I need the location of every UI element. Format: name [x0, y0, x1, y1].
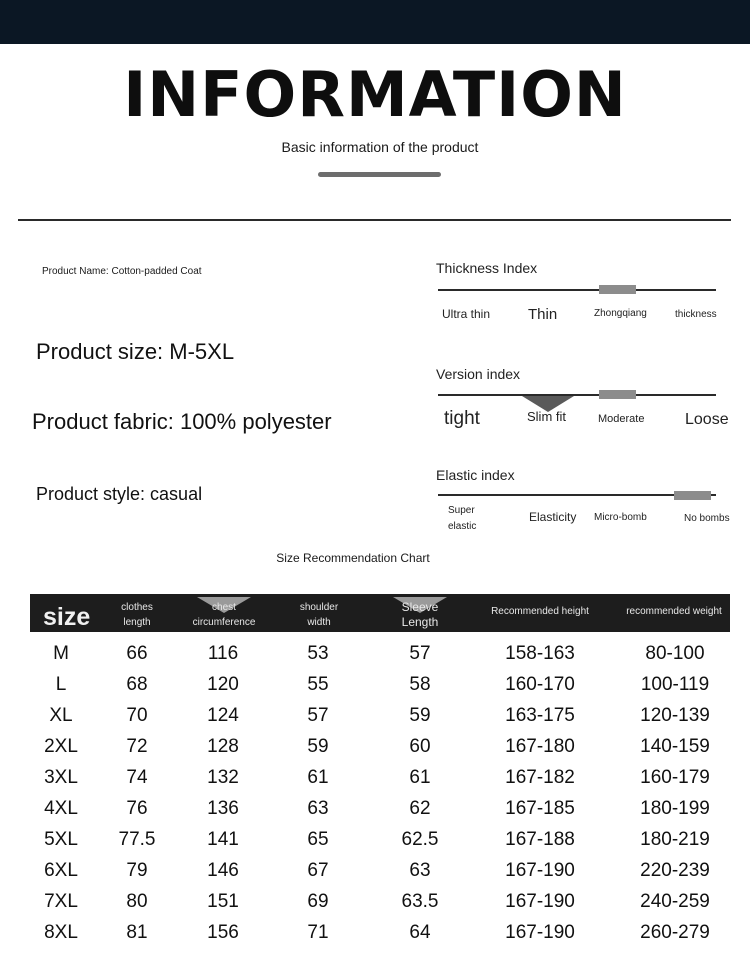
- cell-height: 167-182: [505, 767, 575, 788]
- section-divider: [18, 219, 731, 221]
- cell-sleeve: 61: [409, 767, 431, 788]
- product-size: Product size: M-5XL: [36, 339, 235, 364]
- version-index-title: Version index: [436, 366, 521, 382]
- table-row: [0, 829, 750, 860]
- product-fabric: Product fabric: 100% polyester: [32, 409, 332, 434]
- cell-size: 4XL: [44, 798, 78, 819]
- version-label-slim-fit: Slim fit: [527, 409, 566, 424]
- thickness-label-zhongqiang: Zhongqiang: [594, 308, 647, 319]
- cell-clothes-length: 77.5: [118, 829, 156, 850]
- cell-size: 8XL: [44, 922, 78, 943]
- elastic-label-elasticity: Elasticity: [529, 510, 577, 524]
- cell-clothes-length: 68: [126, 674, 148, 695]
- cell-clothes-length: 70: [126, 705, 148, 726]
- cell-size: 2XL: [44, 736, 78, 757]
- cell-height: 167-190: [505, 922, 575, 943]
- product-name: Product Name: Cotton-padded Coat: [42, 266, 202, 277]
- cell-chest: 124: [207, 705, 239, 726]
- cell-chest: 132: [207, 767, 239, 788]
- cell-weight: 100-119: [640, 674, 710, 695]
- cell-shoulder: 63: [307, 798, 329, 819]
- cell-sleeve: 62.5: [401, 829, 439, 850]
- cell-chest: 141: [207, 829, 239, 850]
- header-chest-circumference: chest circumference: [192, 602, 256, 628]
- thickness-label-thin: Thin: [528, 306, 558, 323]
- cell-clothes-length: 74: [126, 767, 148, 788]
- cell-clothes-length: 81: [126, 922, 148, 943]
- cell-sleeve: 58: [409, 674, 431, 695]
- cell-chest: 151: [207, 891, 239, 912]
- cell-sleeve: 60: [409, 736, 431, 757]
- table-row: [0, 736, 750, 767]
- cell-sleeve: 63: [409, 860, 431, 881]
- table-row: [0, 674, 750, 705]
- cell-sleeve: 62: [409, 798, 431, 819]
- cell-sleeve: 64: [409, 922, 431, 943]
- cell-chest: 128: [207, 736, 239, 757]
- thickness-index-marker: [599, 285, 636, 294]
- cell-size: 3XL: [44, 767, 78, 788]
- cell-size: L: [55, 674, 67, 695]
- cell-shoulder: 57: [307, 705, 329, 726]
- cell-chest: 120: [207, 674, 239, 695]
- cell-weight: 120-139: [640, 705, 710, 726]
- cell-size: 5XL: [44, 829, 78, 850]
- title-underline: [318, 172, 441, 177]
- thickness-index-scale: [438, 289, 716, 291]
- version-index-marker: [599, 390, 636, 399]
- cell-shoulder: 59: [307, 736, 329, 757]
- cell-chest: 146: [207, 860, 239, 881]
- header-clothes-length: clothes length: [121, 602, 153, 628]
- version-label-moderate: Moderate: [598, 413, 645, 425]
- table-row: [0, 922, 750, 953]
- version-label-tight: tight: [444, 408, 480, 429]
- cell-height: 167-185: [505, 798, 575, 819]
- cell-clothes-length: 76: [126, 798, 148, 819]
- table-row: [0, 860, 750, 891]
- cell-clothes-length: 79: [126, 860, 148, 881]
- cell-height: 158-163: [505, 643, 575, 664]
- cell-sleeve: 59: [409, 705, 431, 726]
- cell-shoulder: 69: [307, 891, 329, 912]
- cell-weight: 80-100: [645, 643, 705, 664]
- cell-height: 167-180: [505, 736, 575, 757]
- cell-sleeve: 63.5: [401, 891, 439, 912]
- page-subtitle: Basic information of the product: [281, 139, 479, 155]
- table-row: [0, 767, 750, 798]
- cell-height: 167-190: [505, 860, 575, 881]
- cell-shoulder: 65: [307, 829, 329, 850]
- cell-clothes-length: 80: [126, 891, 148, 912]
- page-title: INFORMATION: [123, 58, 627, 131]
- cell-chest: 116: [207, 643, 239, 664]
- header-shoulder-width: shoulder width: [299, 602, 339, 628]
- header-recommended-height: Recommended height: [491, 606, 589, 617]
- elastic-label-micro-bomb: Micro-bomb: [594, 512, 647, 523]
- cell-size: XL: [49, 705, 73, 726]
- cell-shoulder: 67: [307, 860, 329, 881]
- cell-shoulder: 71: [307, 922, 329, 943]
- cell-shoulder: 61: [307, 767, 329, 788]
- cell-height: 167-188: [505, 829, 575, 850]
- elastic-label-no-bombs: No bombs: [684, 513, 730, 524]
- cell-shoulder: 53: [307, 643, 329, 664]
- version-index-scale: [438, 394, 716, 396]
- cell-height: 163-175: [505, 705, 575, 726]
- cell-weight: 180-199: [640, 798, 710, 819]
- cell-size: M: [53, 643, 69, 664]
- thickness-label-ultra-thin: Ultra thin: [442, 307, 491, 321]
- elastic-label-super-elastic: Super elastic: [448, 505, 477, 532]
- version-label-loose: Loose: [685, 411, 729, 428]
- cell-weight: 240-259: [640, 891, 710, 912]
- product-style: Product style: casual: [36, 484, 203, 504]
- cell-weight: 260-279: [640, 922, 710, 943]
- size-chart-title: Size Recommendation Chart: [276, 551, 430, 565]
- table-row: [0, 705, 750, 736]
- table-row: [0, 798, 750, 829]
- cell-chest: 136: [207, 798, 239, 819]
- top-banner: [0, 0, 750, 44]
- header-size: size: [43, 603, 91, 631]
- thickness-index-title: Thickness Index: [436, 260, 538, 276]
- cell-weight: 220-239: [640, 860, 710, 881]
- cell-size: 6XL: [44, 860, 78, 881]
- cell-sleeve: 57: [409, 643, 431, 664]
- elastic-index-marker: [674, 491, 711, 500]
- cell-clothes-length: 66: [126, 643, 148, 664]
- table-row: [0, 891, 750, 922]
- cell-height: 160-170: [505, 674, 575, 695]
- cell-weight: 180-219: [640, 829, 710, 850]
- header-recommended-weight: recommended weight: [626, 606, 722, 617]
- cell-height: 167-190: [505, 891, 575, 912]
- cell-weight: 160-179: [640, 767, 710, 788]
- table-row: [0, 643, 750, 674]
- cell-clothes-length: 72: [126, 736, 148, 757]
- cell-shoulder: 55: [307, 674, 329, 695]
- elastic-index-title: Elastic index: [436, 467, 515, 483]
- header-sleeve-length: Sleeve Length: [401, 600, 439, 629]
- cell-weight: 140-159: [640, 736, 710, 757]
- thickness-label-thickness: thickness: [675, 309, 717, 320]
- cell-size: 7XL: [44, 891, 78, 912]
- cell-chest: 156: [207, 922, 239, 943]
